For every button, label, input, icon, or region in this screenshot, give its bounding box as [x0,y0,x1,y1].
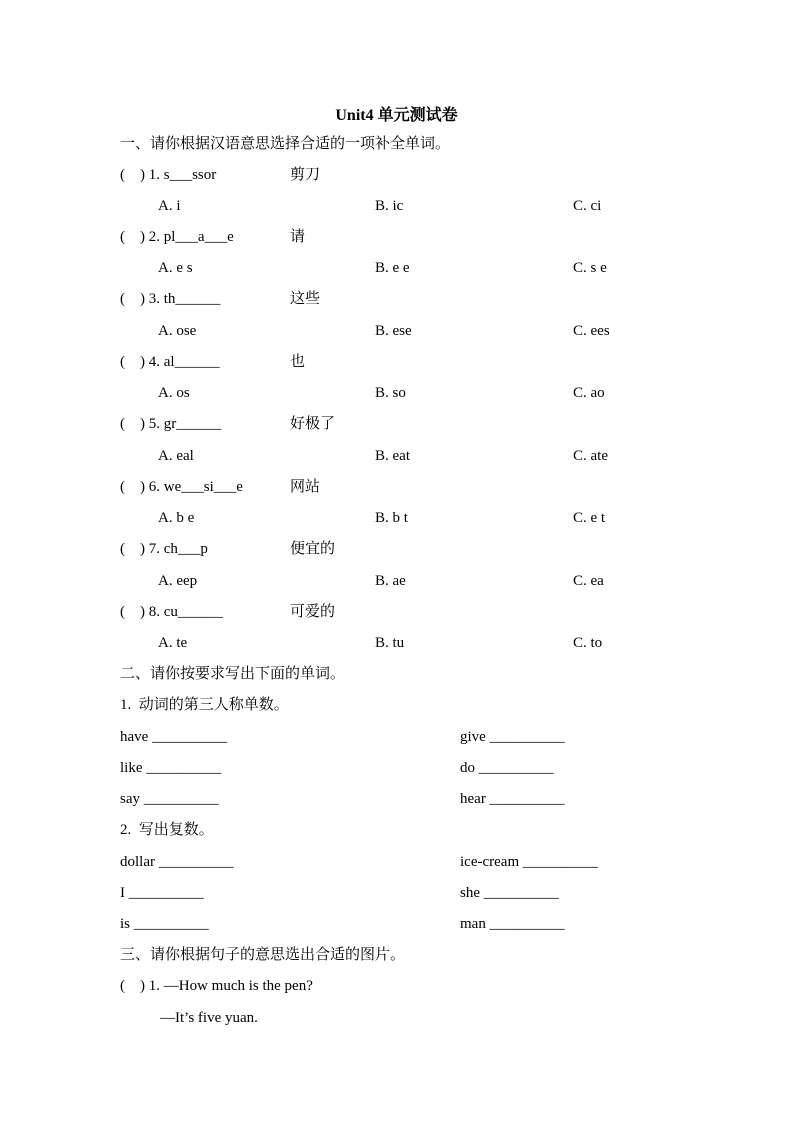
section2-part1-heading: 1. 动词的第三人称单数。 [120,697,289,713]
q5-meaning: 好极了 [290,416,336,432]
fill-item-ice-cream: ice-cream __________ [460,854,598,870]
page-title: Unit4 单元测试卷 [335,107,458,124]
q6-option-c: C. e t [573,510,606,526]
q1-option-a: A. i [158,198,181,214]
q6-meaning: 网站 [290,479,321,495]
q2-option-a: A. e s [158,260,193,276]
section3-q1-question: ( ) 1. —How much is the pen? [120,978,313,994]
q5-option-c: C. ate [573,448,608,464]
q8-option-c: C. to [573,635,603,651]
section1-heading: 一、请你根据汉语意思选择合适的一项补全单词。 [120,136,451,152]
q3-meaning: 这些 [290,291,321,307]
q2-meaning: 请 [290,229,306,245]
q2-stem: ( ) 2. pl___a___e [120,229,234,245]
q8-stem: ( ) 8. cu______ [120,604,223,620]
q1-meaning: 剪刀 [290,167,321,183]
q3-option-c: C. ees [573,323,610,339]
q1-option-b: B. ic [375,198,404,214]
q4-meaning: 也 [290,354,306,370]
section2-part2-heading: 2. 写出复数。 [120,822,214,838]
q4-option-a: A. os [158,385,190,401]
fill-item-say: say __________ [120,791,219,807]
q8-option-a: A. te [158,635,188,651]
fill-item-like: like __________ [120,760,222,776]
q4-option-b: B. so [375,385,406,401]
q3-stem: ( ) 3. th______ [120,291,221,307]
q8-meaning: 可爱的 [290,604,336,620]
fill-item-is: is __________ [120,916,209,932]
q2-option-c: C. s e [573,260,607,276]
section3-heading: 三、请你根据句子的意思选出合适的图片。 [120,947,406,963]
q5-option-a: A. eal [158,448,194,464]
q1-option-c: C. ci [573,198,602,214]
q7-stem: ( ) 7. ch___p [120,541,208,557]
q6-option-b: B. b t [375,510,408,526]
q3-option-a: A. ose [158,323,197,339]
fill-item-do: do __________ [460,760,554,776]
q4-stem: ( ) 4. al______ [120,354,220,370]
fill-item-dollar: dollar __________ [120,854,234,870]
q7-option-c: C. ea [573,573,604,589]
section2-heading: 二、请你按要求写出下面的单词。 [120,666,346,682]
q8-option-b: B. tu [375,635,405,651]
q5-stem: ( ) 5. gr______ [120,416,222,432]
fill-item-give: give __________ [460,729,565,745]
q7-option-a: A. eep [158,573,198,589]
q7-meaning: 便宜的 [290,541,336,557]
fill-item-i: I __________ [120,885,204,901]
q1-stem: ( ) 1. s___ssor [120,167,217,183]
q6-option-a: A. b e [158,510,195,526]
q5-option-b: B. eat [375,448,410,464]
q2-option-b: B. e e [375,260,410,276]
q7-option-b: B. ae [375,573,406,589]
fill-item-have: have __________ [120,729,228,745]
fill-item-man: man __________ [460,916,565,932]
fill-item-hear: hear __________ [460,791,565,807]
fill-item-she: she __________ [460,885,559,901]
q4-option-c: C. ao [573,385,605,401]
section3-q1-answer: —It’s five yuan. [160,1010,258,1026]
q6-stem: ( ) 6. we___si___e [120,479,243,495]
q3-option-b: B. ese [375,323,412,339]
